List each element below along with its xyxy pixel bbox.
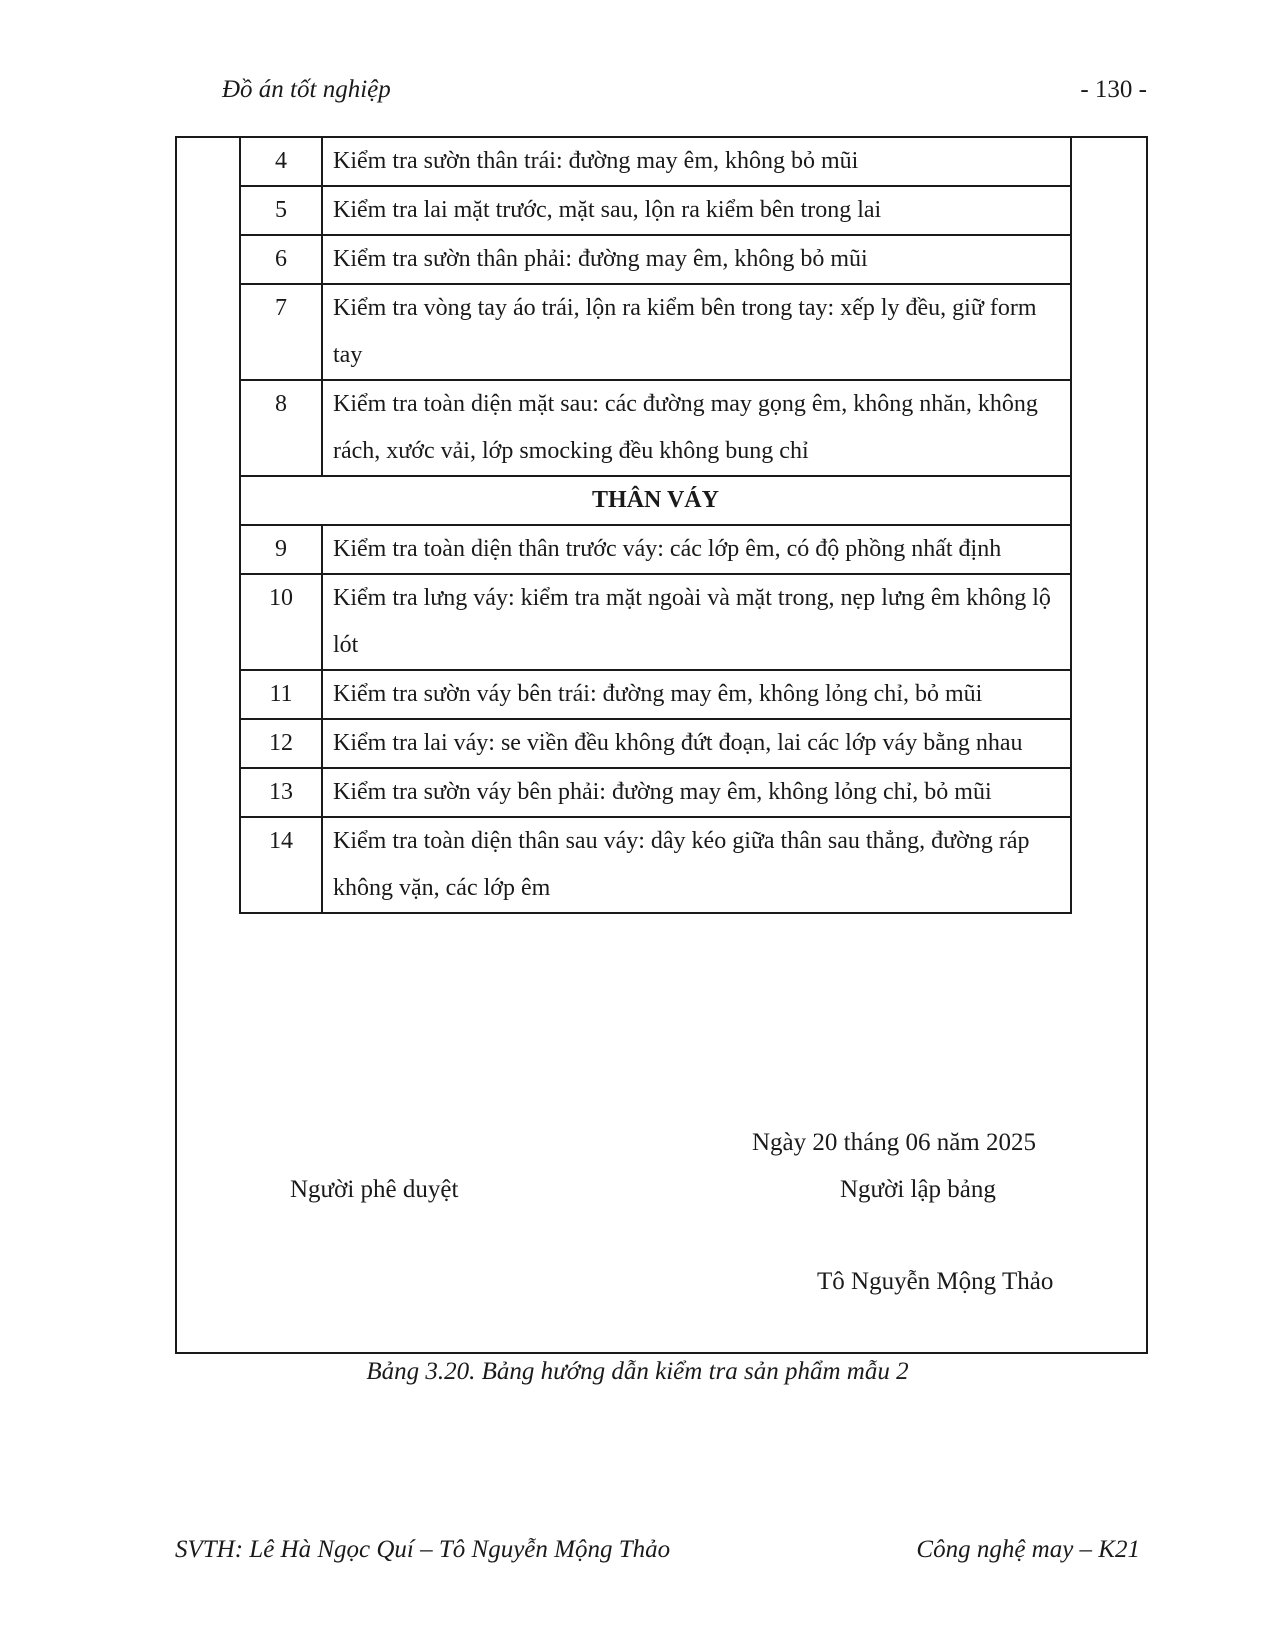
signature-date: Ngày 20 tháng 06 năm 2025 [752, 1129, 1036, 1156]
row-description: Kiểm tra vòng tay áo trái, lộn ra kiểm bên trong tay: xếp ly đều, giữ form tay [322, 284, 1071, 380]
row-description: Kiểm tra toàn diện thân sau váy: dây kéo giữa thân sau thẳng, đường ráp không vặn, các lớp êm [322, 817, 1071, 913]
row-description: Kiểm tra lưng váy: kiểm tra mặt ngoài và mặt trong, nẹp lưng êm không lộ lót [322, 574, 1071, 670]
row-description: Kiểm tra sườn thân phải: đường may êm, không bỏ mũi [322, 235, 1071, 284]
document-header-title: Đồ án tốt nghiệp [222, 76, 391, 103]
approver-label: Người phê duyệt [290, 1176, 459, 1203]
table-row [240, 284, 1071, 380]
row-description: Kiểm tra lai mặt trước, mặt sau, lộn ra kiểm bên trong lai [322, 186, 1071, 235]
row-description: Kiểm tra sườn thân trái: đường may êm, không bỏ mũi [322, 137, 1071, 186]
section-header-row [240, 476, 1071, 525]
row-description: Kiểm tra lai váy: se viền đều không đứt đoạn, lai các lớp váy bằng nhau [322, 719, 1071, 768]
row-number: 12 [240, 719, 322, 768]
row-description: Kiểm tra toàn diện thân trước váy: các lớp êm, có độ phồng nhất định [322, 525, 1071, 574]
row-number: 10 [240, 574, 322, 670]
row-number: 5 [240, 186, 322, 235]
row-description: Kiểm tra sườn váy bên trái: đường may êm, không lỏng chỉ, bỏ mũi [322, 670, 1071, 719]
row-description: Kiểm tra sườn váy bên phải: đường may êm, không lỏng chỉ, bỏ mũi [322, 768, 1071, 817]
table-row [240, 235, 1071, 284]
footer-program: Công nghệ may – K21 [916, 1536, 1140, 1563]
row-number: 14 [240, 817, 322, 913]
preparer-label: Người lập bảng [840, 1176, 996, 1203]
table-row [240, 719, 1071, 768]
table-caption: Bảng 3.20. Bảng hướng dẫn kiểm tra sản phẩm mẫu 2 [366, 1358, 909, 1385]
row-number: 4 [240, 137, 322, 186]
row-description: Kiểm tra toàn diện mặt sau: các đường may gọng êm, không nhăn, không rách, xước vải, lớp smocking đều không bung chỉ [322, 380, 1071, 476]
table-row [240, 380, 1071, 476]
inspection-checklist-table [239, 136, 1072, 914]
section-title: THÂN VÁY [240, 476, 1071, 525]
table-row [240, 574, 1071, 670]
table-frame [175, 136, 1148, 1354]
table-row [240, 137, 1071, 186]
table-row [240, 768, 1071, 817]
row-number: 9 [240, 525, 322, 574]
footer-authors: SVTH: Lê Hà Ngọc Quí – Tô Nguyễn Mộng Thảo [175, 1536, 671, 1563]
table-row [240, 525, 1071, 574]
row-number: 8 [240, 380, 322, 476]
row-number: 13 [240, 768, 322, 817]
table-row [240, 817, 1071, 913]
row-number: 6 [240, 235, 322, 284]
row-number: 11 [240, 670, 322, 719]
page-number: - 130 - [1080, 76, 1147, 103]
preparer-name: Tô Nguyễn Mộng Thảo [817, 1268, 1054, 1295]
row-number: 7 [240, 284, 322, 380]
table-row [240, 186, 1071, 235]
table-row [240, 670, 1071, 719]
